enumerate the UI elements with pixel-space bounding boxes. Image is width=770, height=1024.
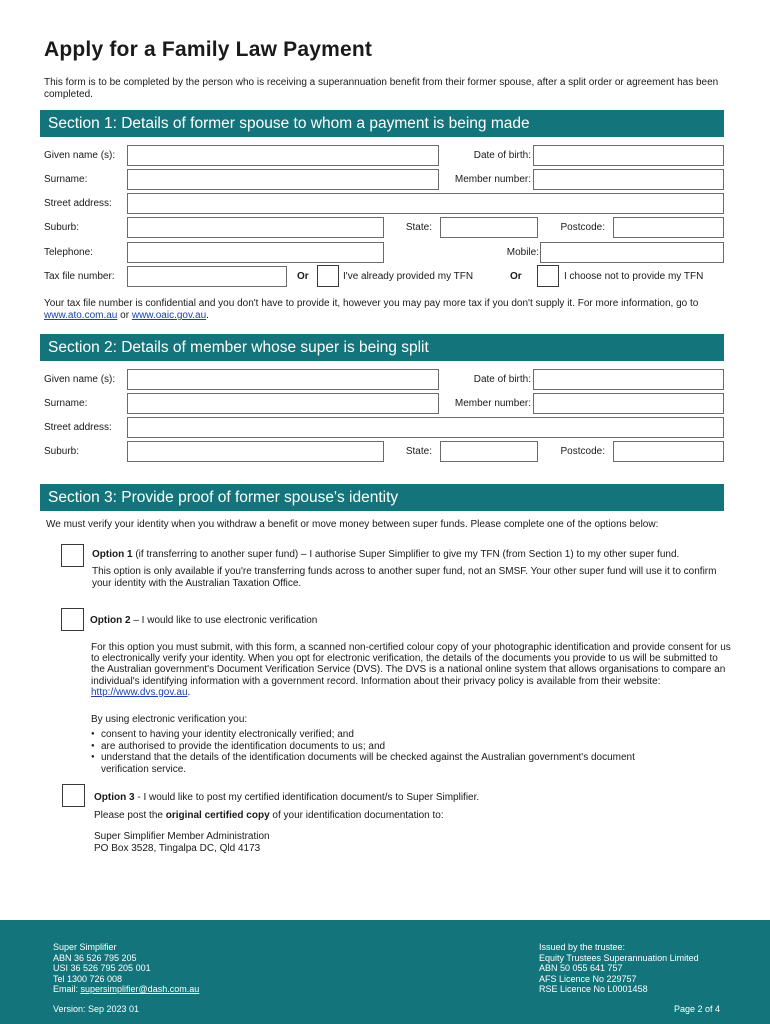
s2-dob-label: Date of birth: [473,374,531,385]
s1-provided-tfn-label: I've already provided my TFN [343,271,474,282]
s1-mobile-field[interactable] [540,242,724,263]
footer-rse: RSE Licence No L0001458 [539,984,648,994]
s2-given-name-label: Given name (s): [44,374,116,385]
s2-street-field[interactable] [127,417,724,438]
s1-postcode-field[interactable] [613,217,724,238]
footer-left-block [53,942,199,995]
page-title: Apply for a Family Law Payment [44,38,373,61]
s1-member-number-label: Member number: [454,174,531,185]
s2-surname-field[interactable] [127,393,439,414]
ev-bullet: ● understand that the details of the identification documents will be checked against the Australian government's document verification service. [91,752,681,775]
option1-title: Option 1 [92,549,133,560]
ev-bullet: ● are authorised to provide the identification documents to us; and [91,741,681,753]
s1-dob-label: Date of birth: [473,150,531,161]
option2-para-text: For this option you must submit, with this form, a scanned non-certified colour copy of your photographic identification and provide consent for us to electronically verify your identity. When you opt for electronic verification, the details of the documents you provide to us will be submitted to the Australian government's Document Verification Service (DVS). The DVS is a national online system that allows organisations to compare an individual's identifying information with a government record. Information about their privacy policy is available from their website: [91,642,731,687]
post-post: of your identification documentation to: [272,810,444,821]
s2-dob-field[interactable] [533,369,724,390]
s2-member-number-label: Member number: [454,398,531,409]
ev-bullet-list [91,729,681,775]
option3-title: Option 3 [94,792,135,803]
s1-street-label: Street address: [44,198,112,209]
s1-given-name-field[interactable] [127,145,439,166]
s2-state-label: State: [405,446,432,457]
option3-text: - I would like to post my certified identification document/s to Super Simplifier. [137,792,480,803]
post-bold: original certified copy [165,810,270,821]
oaic-link[interactable]: www.oaic.gov.au [131,310,207,321]
s1-postcode-label: Postcode: [560,222,605,233]
s1-tfn-field[interactable] [127,266,287,287]
s1-suburb-label: Suburb: [44,222,80,233]
option3-line [94,792,724,804]
section2-heading: Section 2: Details of member whose super is being split [40,334,724,361]
post-instruction [94,810,724,822]
post-pre: Please post the [94,810,163,821]
footer-right-block [539,942,699,995]
option1-note: This option is only available if you're transferring funds across to another super fund, not an SMSF. Your other super fund will use it to confirm your identity with the Australian Taxation Office. [92,566,717,589]
s1-state-label: State: [405,222,432,233]
s1-not-provide-tfn-label: I choose not to provide my TFN [564,271,704,282]
footer-trustee: Equity Trustees Superannuation Limited [539,952,699,963]
s1-telephone-field[interactable] [127,242,384,263]
footer-trustee-abn: ABN 50 055 641 757 [539,963,623,973]
footer-email-label: Email: [53,984,79,994]
section3-heading: Section 3: Provide proof of former spouse's identity [40,484,724,511]
footer-email-line [53,984,199,995]
footer [0,920,770,1024]
s2-suburb-field[interactable] [127,441,384,462]
s1-surname-field[interactable] [127,169,439,190]
s1-given-name-label: Given name (s): [44,150,116,161]
option2-text: – I would like to use electronic verification [133,615,318,626]
s2-postcode-label: Postcode: [560,446,605,457]
footer-usi: USI 36 526 795 205 001 [53,963,151,973]
option1-text: (if transferring to another super fund) – I authorise Super Simplifier to give my TFN (from Section 1) to my other super fund. [135,549,680,560]
footer-brand: Super Simplifier [53,942,117,952]
footer-version: Version: Sep 2023 01 [53,1004,140,1014]
ev-bullet: ● consent to having your identity electronically verified; and [91,729,681,741]
ev-intro: By using electronic verification you: [91,714,248,725]
footer-tel: Tel 1300 726 008 [53,973,123,984]
s2-surname-label: Surname: [44,398,88,409]
footer-email-link[interactable]: supersimplifier@dash.com.au [80,984,200,994]
address-line-2: PO Box 3528, Tingalpa DC, Qld 4173 [94,843,261,854]
option2-line [90,615,720,627]
or-word: or [120,310,130,321]
s2-member-number-field[interactable] [533,393,724,414]
s1-tfn-label: Tax file number: [44,271,115,282]
s1-provided-tfn-checkbox[interactable] [317,265,339,287]
s1-street-field[interactable] [127,193,724,214]
s2-suburb-label: Suburb: [44,446,80,457]
section1-heading: Section 1: Details of former spouse to whom a payment is being made [40,110,724,137]
footer-afs: AFS Licence No 229757 [539,973,637,984]
s1-state-field[interactable] [440,217,538,238]
option3-checkbox[interactable] [62,784,85,807]
s1-mobile-label: Mobile: [506,247,539,258]
intro-text: This form is to be completed by the person who is receiving a superannuation benefit from their former spouse, after a split order or agreement has been completed. [44,77,719,100]
s1-or-2: Or [510,271,522,282]
s1-member-number-field[interactable] [533,169,724,190]
s1-not-provide-tfn-checkbox[interactable] [537,265,559,287]
s1-tfn-note: Your tax file number is confidential and you don't have to provide it, however you may pay more tax if you don't supply it. For more information, go to www.ato.com.au or www.oaic.gov.au. [44,298,699,321]
s2-given-name-field[interactable] [127,369,439,390]
footer-abn: ABN 36 526 795 205 [53,952,137,963]
s1-suburb-field[interactable] [127,217,384,238]
option1-checkbox[interactable] [61,544,84,567]
footer-page-number: Page 2 of 4 [674,1004,721,1014]
option2-paragraph: For this option you must submit, with this form, a scanned non-certified colour copy of your photographic identification and provide consent for us to electronically verify your identity. When you opt for electronic verification, the details of the documents you provide to us will be submitted to the Australian government's Document Verification Service (DVS). The DVS is a national online system that allows organisations to compare an individual's identifying information with a government record. Information about their privacy policy is available from their website: http://www.dvs.gov.au. [91,642,731,698]
s2-street-label: Street address: [44,422,112,433]
s1-or-1: Or [297,271,309,282]
s1-dob-field[interactable] [533,145,724,166]
ato-link[interactable]: www.ato.com.au [44,310,118,321]
option1-line [92,549,722,561]
tfn-note-text: Your tax file number is confidential and you don't have to provide it, however you may pay more tax if you don't supply it. For more information, go to [44,298,699,309]
option2-title: Option 2 [90,615,131,626]
s2-state-field[interactable] [440,441,538,462]
s1-surname-label: Surname: [44,174,88,185]
s3-intro: We must verify your identity when you withdraw a benefit or move money between super funds. Please complete one of the options below: [46,519,659,530]
footer-issued: Issued by the trustee: [539,942,626,952]
address-line-1: Super Simplifier Member Administration [94,831,270,842]
s2-postcode-field[interactable] [613,441,724,462]
s1-telephone-label: Telephone: [44,247,93,258]
dvs-link[interactable]: http://www.dvs.gov.au [91,686,188,698]
option2-checkbox[interactable] [61,608,84,631]
